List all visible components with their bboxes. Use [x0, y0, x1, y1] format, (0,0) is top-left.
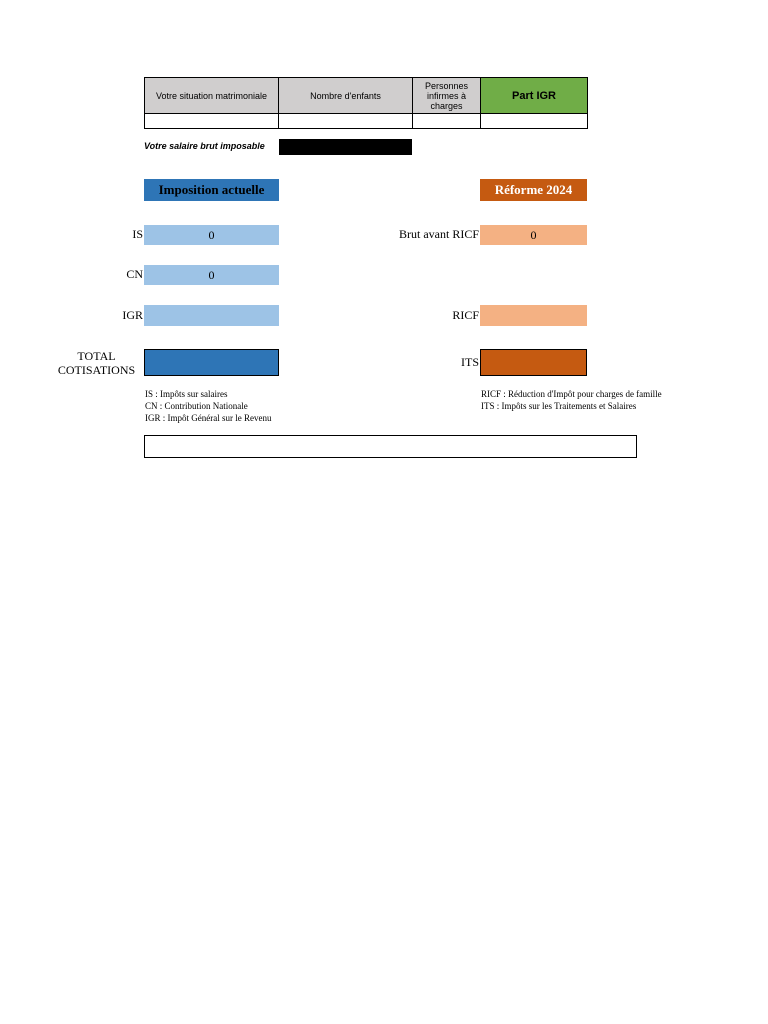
its-label: ITS: [461, 355, 479, 369]
salary-input[interactable]: [279, 139, 412, 155]
total-label-line1: TOTAL: [77, 349, 116, 363]
disabled-dependents-input[interactable]: [413, 114, 481, 129]
salary-label: Votre salaire brut imposable: [144, 141, 265, 151]
ricf-label: RICF: [452, 308, 479, 322]
legend-left: [145, 388, 345, 424]
brut-avant-ricf-label: Brut avant RICF: [399, 227, 479, 241]
its-value: [480, 349, 587, 376]
ricf-value: [480, 305, 587, 326]
reform-2024-title: Réforme 2024: [480, 179, 587, 201]
header-marital-status: Votre situation matrimoniale: [145, 78, 279, 114]
total-cotisations-value: [144, 349, 279, 376]
legend-igr: IGR : Impôt Général sur le Revenu: [145, 413, 272, 423]
cn-label: CN: [126, 267, 143, 281]
header-children-count: Nombre d'enfants: [279, 78, 413, 114]
part-igr-value: [481, 114, 588, 129]
legend-cn: CN : Contribution Nationale: [145, 401, 248, 411]
is-label: IS: [132, 227, 143, 241]
marital-status-input[interactable]: [145, 114, 279, 129]
total-label-line2: COTISATIONS: [57, 363, 136, 377]
current-tax-title: Imposition actuelle: [144, 179, 279, 201]
igr-value: [144, 305, 279, 326]
children-count-input[interactable]: [279, 114, 413, 129]
header-part-igr: Part IGR: [481, 78, 588, 114]
cn-value: 0: [144, 265, 279, 285]
igr-label: IGR: [122, 308, 143, 322]
household-table: [144, 77, 588, 129]
legend-its: ITS : Impôts sur les Traitements et Salaires: [481, 401, 637, 411]
result-box: [144, 435, 637, 458]
legend-is: IS : Impôts sur salaires: [145, 389, 228, 399]
total-label: [50, 349, 143, 377]
legend-ricf: RICF : Réduction d'Impôt pour charges de famille: [481, 389, 662, 399]
brut-avant-ricf-value: 0: [480, 225, 587, 245]
header-disabled-dependents: Personnes infirmes à charges: [413, 78, 481, 114]
legend-right: [481, 388, 711, 412]
is-value: 0: [144, 225, 279, 245]
